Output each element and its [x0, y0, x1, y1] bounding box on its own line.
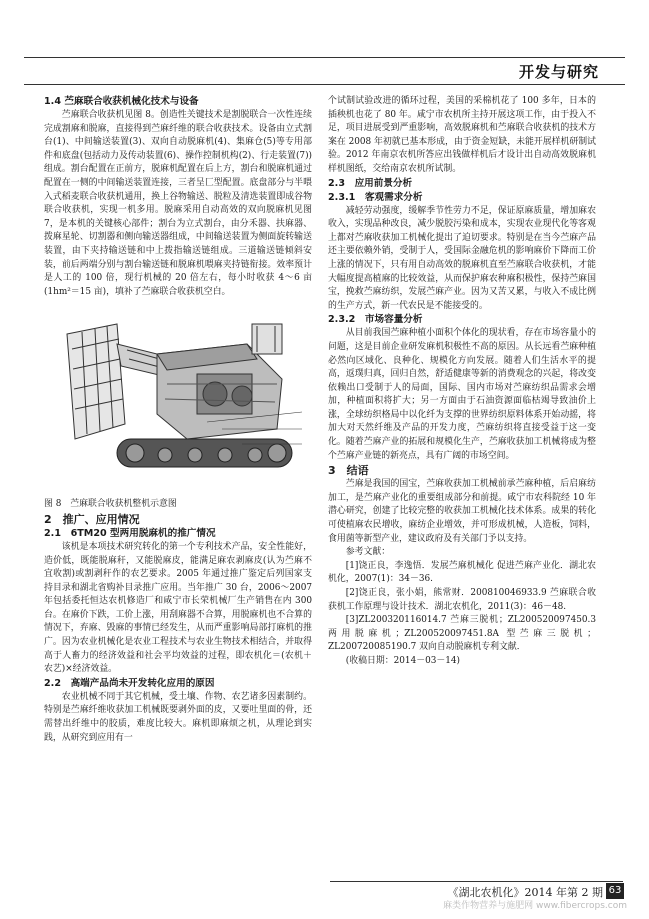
site-watermark: 麻类作物营养与施肥网 www.fibercrops.com	[443, 901, 627, 911]
footer-rule	[330, 881, 623, 882]
harvester-drawing	[47, 304, 309, 494]
paragraph-2-2-continued: 个试制试验改进的循环过程，美国的采棉机花了 100 多年，日本的插秧机也花了 80 年。咸宁市农机所主持开展这项工作，由于投入不足，项目进展受到严重影响，高效脱麻机和苎麻联合收获机的技术方案在 2008 年初就已基本形成，由于资金短缺，未能开展样机研制试验。2012 年南京农机所答应出钱做样机后才设计出自动高效脱麻机样机图纸，交给南京农机所试制。	[328, 96, 596, 174]
paragraph-2-2: 农业机械不同于其它机械，受土壤、作物、农艺诸多因素制约。特别是苎麻纤维收获加工机械既要剥外面的皮，又要吐里面的骨，还需替出纤维中的胶质，难度比较大。麻机即麻烦之机，从理论到实践，从研究到应用有一	[44, 691, 312, 743]
heading-2-3-1: 2.3.1 客观需求分析	[328, 191, 423, 203]
heading-2-3: 2.3 应用前景分析	[328, 177, 413, 189]
paragraph-3: 苎麻是我国的国宝，苎麻收获加工机械前承苎麻种植，后启麻纺加工，是苎麻产业化的重要组成部分和前提。咸宁市农科院经 10 年潜心研究，创建了比较完整的收获加工机械化技术体系。成果的转化可使植麻农民增收，麻纺企业增效，并可形成机械，人造板，饲料，食用菌等新型产业，建议政府及有关部门予以支持。	[328, 479, 596, 544]
heading-2-1: 2.1 6TM20 型两用脱麻机的推广情况	[44, 527, 216, 539]
reference-item: [1]饶正良，李逸悟．发展苎麻机械化 促进苎麻产业化．湖北农机化，2007(1)：34－36.	[328, 560, 596, 585]
heading-1-4: 1.4 苎麻联合收获机械化技术与设备	[44, 96, 199, 107]
heading-2: 2 推广、应用情况	[44, 512, 140, 526]
page-number: 63	[606, 883, 624, 899]
reference-item: [3]ZL200320116014.7 苎麻三脱机；ZL200520097450.3 两用脱麻机；ZL200520097451.8A 型苎麻三脱机；ZL200720085190.7 双向自动脱麻机专利文献．	[328, 615, 596, 653]
heading-3: 3 结语	[328, 464, 369, 478]
figure-8-harvester-illustration	[47, 304, 309, 494]
received-date: (收稿日期：2014－03－14)	[345, 655, 461, 666]
left-column	[44, 95, 312, 745]
header-rule-bottom	[24, 84, 625, 85]
journal-footer: 《湖北农机化》2014 年第 2 期	[447, 886, 603, 899]
header-rule-top	[24, 57, 625, 58]
references-title: 参考文献：	[345, 547, 391, 558]
paragraph-2-3-1: 减轻劳动强度，缓解季节性劳力不足，保证原麻质量，增加麻农收入，实现品种改良，减少脱胶污染和成本，实现农业现代化等客观上都对苎麻收获加工机械化提出了迫切要求。特别是在当今苎麻产品还主要依赖外销，受制于人，受国际金融危机的影响麻价下降而工价上涨的情况下，只有用自动高效的脱麻机直至苎麻联合收获机，才能大幅度提高植麻的比较效益，从而保护麻农种麻积极性，保持苎麻国宝，挽救苎麻纺织，发展苎麻产业。因为又苦又累，与收入不成比例的生产方式，新一代农民是不能接受的。	[328, 205, 596, 311]
figure-8-caption: 图 8 苎麻联合收获机整机示意图	[44, 499, 177, 510]
paragraph-2-3-2: 从目前我国苎麻种植小面积个体化的现状看，存在市场容量小的问题，这是目前企业研发麻机积极性不高的原因。从长远看苎麻种植必然向区域化、良种化、规模化方向发展。随着人们生活水平的提高，返璞归真，回归自然，舒适健康等新的消费观念的兴起，将改变依赖出口受制于人的局面，国际、国内市场对苎麻纺织品需求会增加，种植面积将扩大；另一方面由于石油资源面临枯竭导致油价上涨，全球纺织格局中以化纤为支撑的世界纺织原料体系开始动摇，将加大对天然纤维及产品的开发力度，苎麻纺织将直接受益于这一变化。随着苎麻产业的拓展和规模化生产，苎麻收获加工机械将成为整个苎麻产业链的新亮点，具有广阔的市场空间。	[328, 328, 596, 461]
paragraph-1-4: 苎麻联合收获机见图 8。创造性关键技术是割脱联合一次性连续完成割麻和脱麻，直接得到苎麻纤维的联合收获技术。设备由立式割台(1)、中间输送装置(3)、双向自动脱麻机(4)、集麻仓(5)等专用部件和底盘(包括动力及传动装置(6)、操作控制机构(2)、行走装置(7))组成。割台配置在正前方，脱麻机配置在后上方，割台和脱麻机通过配置在一侧的中间输送装置连接，三者呈匚型配置。底盘部分与半喂入式稻麦联合收获机通用，换上谷物输送、脱粒及清选装置即成谷物联合收获机，实现一机多用。脱麻采用自动高效的双向脱麻机见图 7，是本机的关键核心部件；割台为立式割台，由分禾器、扶麻器、拨麻星轮、切割器和侧向输送器组成，中间输送装置为侧面旋转输送装置，由下夹持输送链和中上拨指输送链组成。三道输送链倾斜安装，前后两端分别与割台输送链和脱麻机喂麻夹持链衔接。效率预计是人工的 100 倍，现行机械的 20 倍左右，每小时收获 4～6 亩(1hm²＝15 亩)，填补了苎麻联合收获机空白。	[44, 110, 312, 297]
right-column	[328, 95, 596, 669]
paragraph-2-1: 该机是本项技术研究转化的第一个专利技术产品，安全性能好，造价低，既能脱麻秆，又能脱麻皮，能满足麻农剥麻皮(认为苎麻不宜收割)或割剥秆作的农艺要求。2005 年通过推广鉴定后列国家支持目录和湖北省购补目录推广应用。当年推广 30 台，2006～2007 年包括委托恒达农机修造厂和咸宁市长荣机械厂生产销售在内 300 台。在麻价下跌，工价上涨，用刮麻器不合算，用脱麻机也不合算的情况下，弃麻、毁麻的事情已经发生，从而严重影响局部打麻机的推广。因为农业机械化是农业工程技术与农业生物技术相结合，并取得高于人畜力的经济效益和社会平均效益的过程，即农机化＝(农机＋农艺)×经济效益。	[44, 541, 312, 675]
heading-2-2: 2.2 高端产品尚未开发转化应用的原因	[44, 677, 215, 689]
heading-2-3-2: 2.3.2 市场容量分析	[328, 314, 423, 326]
reference-item: [2]饶正良，张小娟，熊常财．200810046933.9 苎麻联合收获机工作原理与设计技术．湖北农机化，2011(3)：46－48.	[328, 588, 596, 612]
section-title: 开发与研究	[518, 63, 599, 81]
